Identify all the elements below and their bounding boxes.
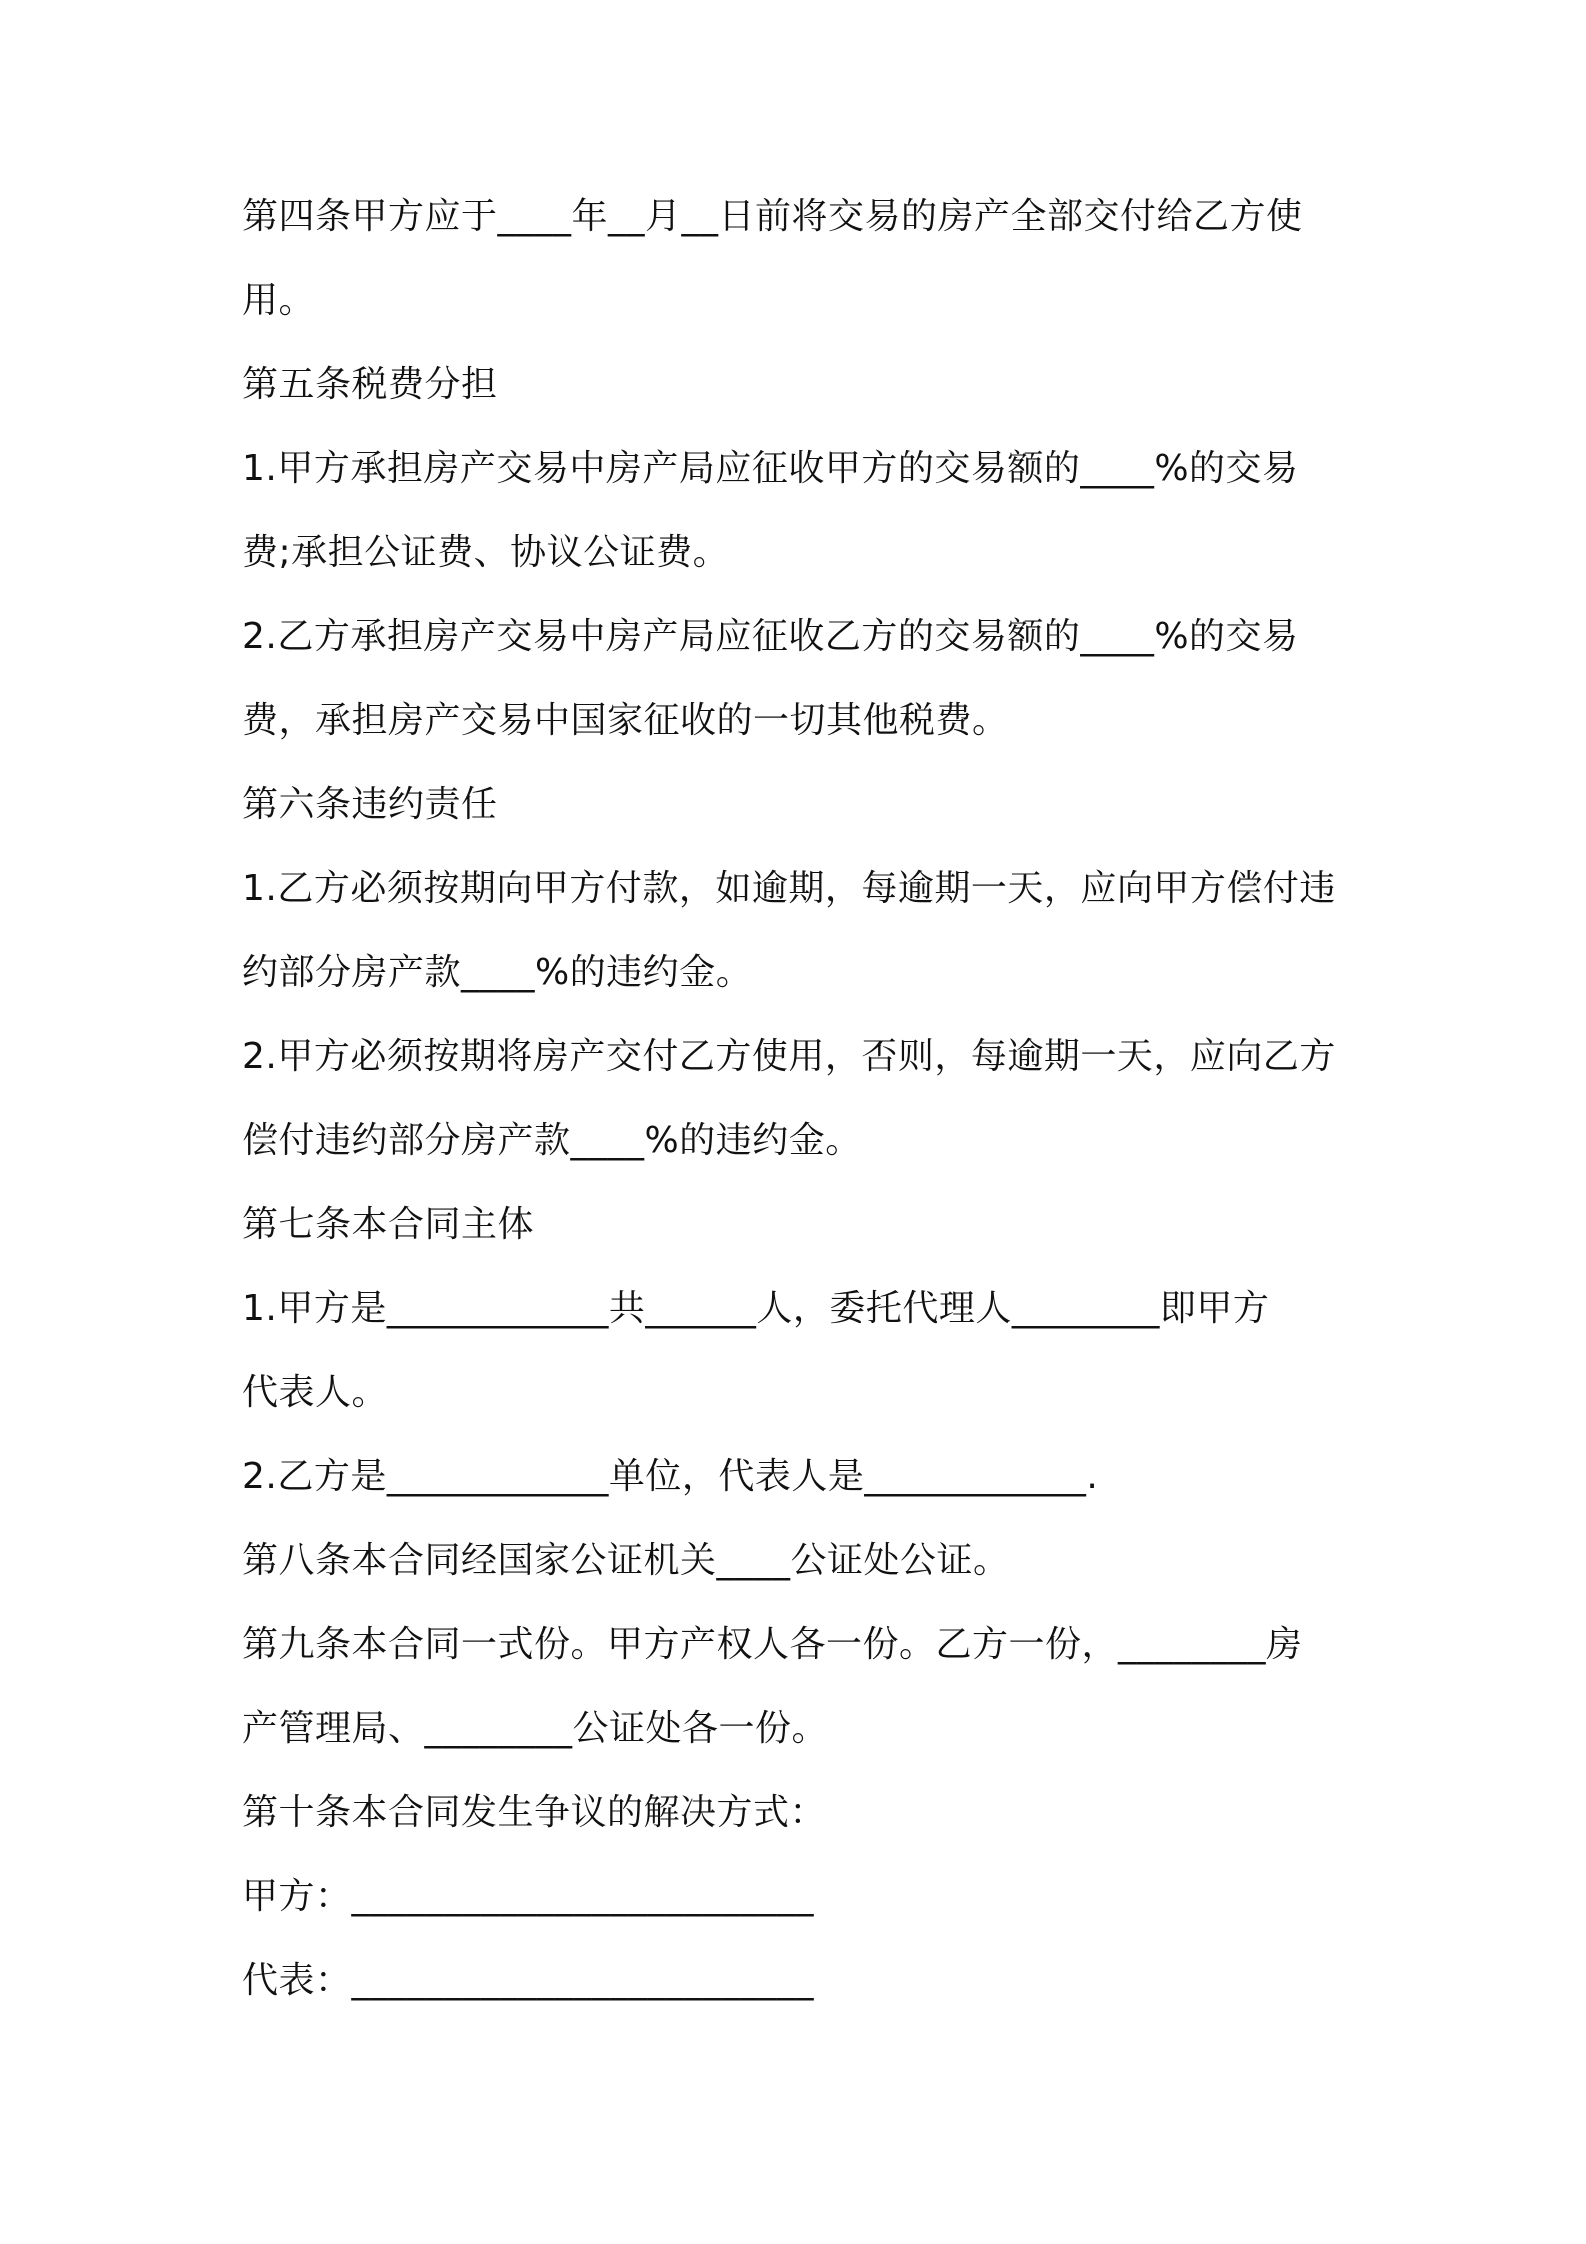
article-4-line-1: 第四条甲方应于____年__月__日前将交易的房产全部交付给乙方使 (242, 196, 1303, 237)
article-9-line-2: 产管理局、________公证处各一份。 (242, 1708, 829, 1749)
article-6-item-2-line-2: 偿付违约部分房产款____%的违约金。 (242, 1120, 862, 1161)
article-7-heading: 第七条本合同主体 (242, 1204, 535, 1245)
article-5-item-1-line-2: 费;承担公证费、协议公证费。 (242, 532, 730, 573)
article-10-heading: 第十条本合同发生争议的解决方式： (242, 1792, 827, 1833)
article-6-heading: 第六条违约责任 (242, 784, 498, 825)
article-8: 第八条本合同经国家公证机关____公证处公证。 (242, 1540, 1010, 1581)
representative-signature-line: 代表：_________________________ (242, 1960, 815, 2001)
article-7-item-1-line-2: 代表人。 (242, 1372, 389, 1413)
article-7-item-2: 2.乙方是____________单位，代表人是____________. (242, 1456, 1099, 1497)
article-6-item-1-line-1: 1.乙方必须按期向甲方付款，如逾期，每逾期一天，应向甲方偿付违 (242, 868, 1336, 909)
article-9-line-1: 第九条本合同一式份。甲方产权人各一份。乙方一份，________房 (242, 1624, 1303, 1665)
article-6-item-2-line-1: 2.甲方必须按期将房产交付乙方使用，否则，每逾期一天，应向乙方 (242, 1036, 1336, 1077)
article-5-item-2-line-2: 费，承担房产交易中国家征收的一切其他税费。 (242, 700, 1009, 741)
article-5-item-2-line-1: 2.乙方承担房产交易中房产局应征收乙方的交易额的____%的交易 (242, 616, 1299, 657)
article-4-line-2: 用。 (242, 280, 316, 321)
article-5-item-1-line-1: 1.甲方承担房产交易中房产局应征收甲方的交易额的____%的交易 (242, 448, 1299, 489)
article-5-heading: 第五条税费分担 (242, 364, 498, 405)
article-6-item-1-line-2: 约部分房产款____%的违约金。 (242, 952, 753, 993)
party-a-signature-line: 甲方：_________________________ (242, 1876, 815, 1917)
article-7-item-1-line-1: 1.甲方是____________共______人，委托代理人________即甲方 (242, 1288, 1270, 1329)
